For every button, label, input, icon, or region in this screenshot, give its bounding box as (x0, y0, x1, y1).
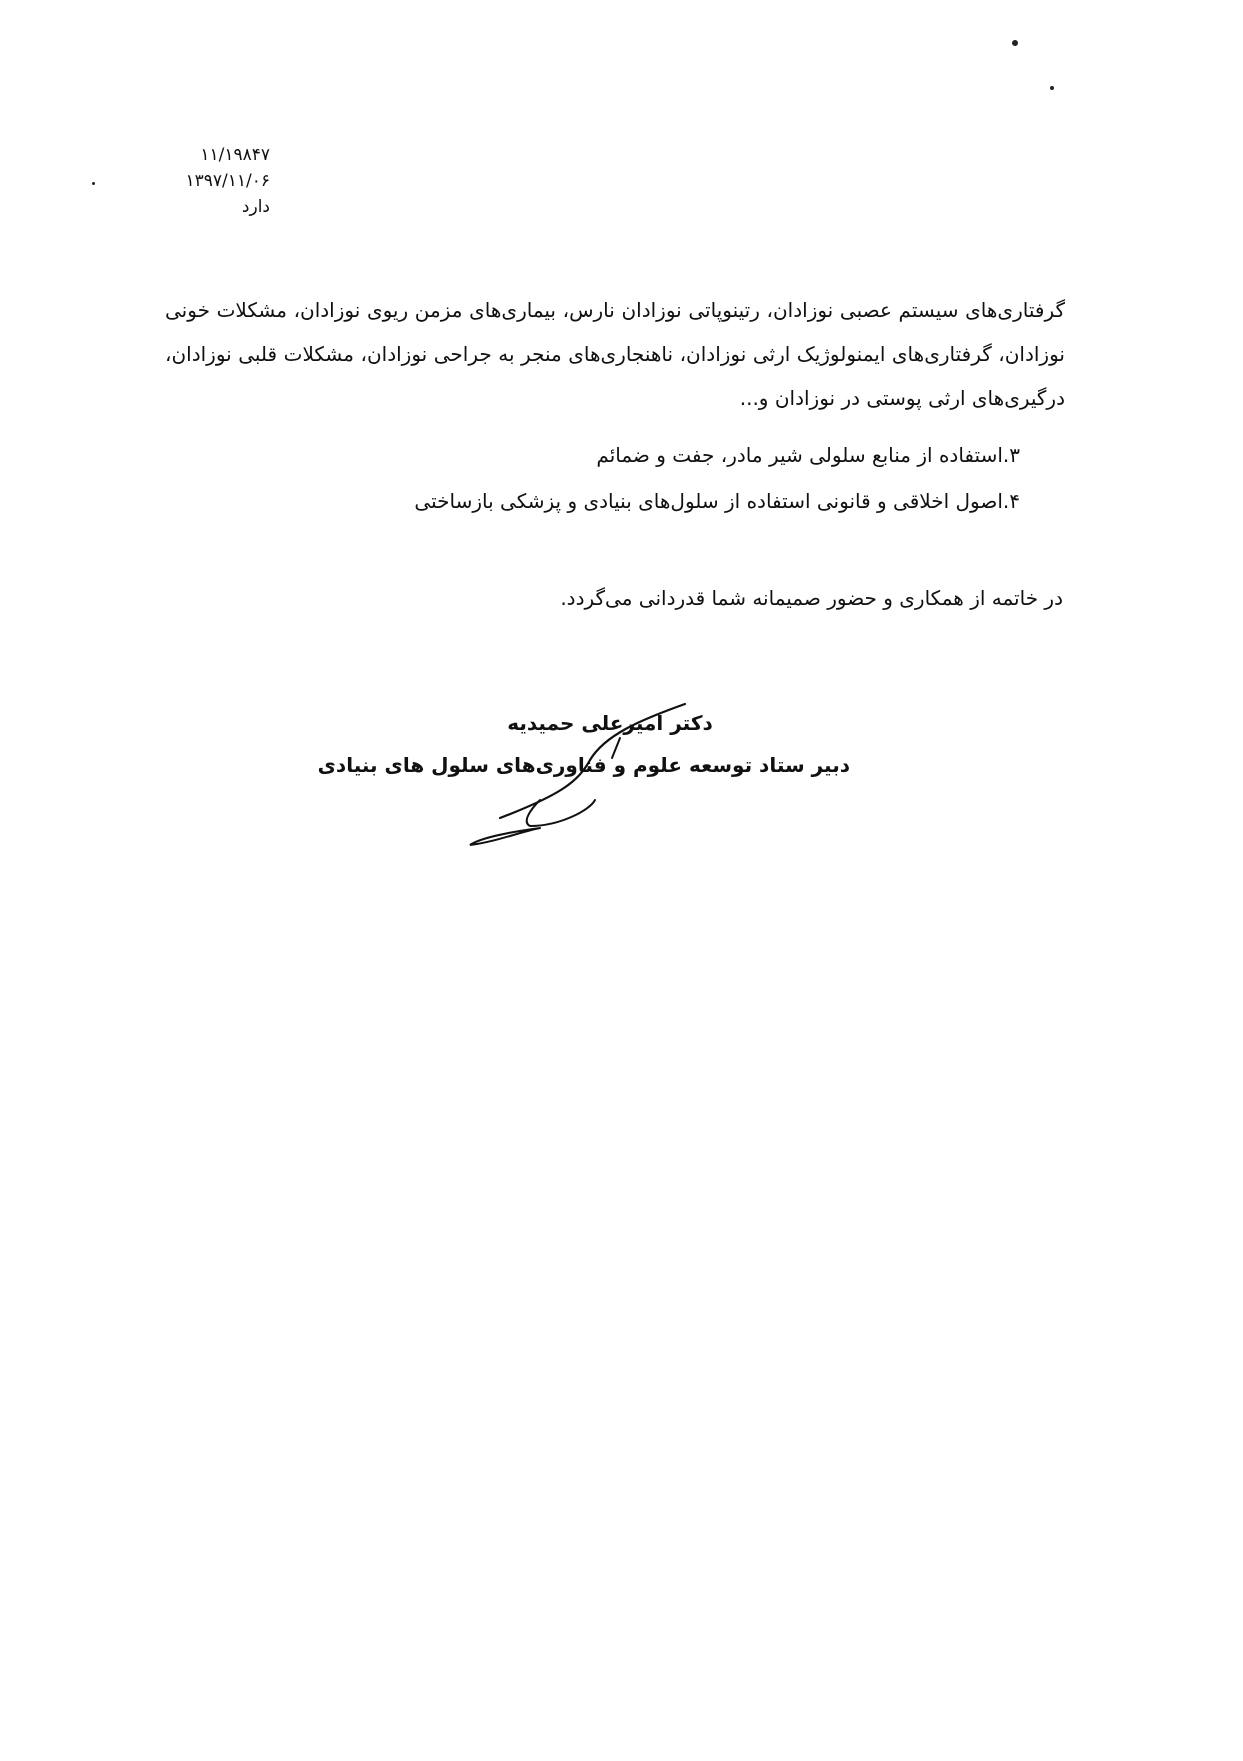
letter-number: ۱۱/۱۹۸۴۷ (200, 145, 270, 165)
scan-speck (92, 182, 95, 185)
body-paragraph: گرفتاری‌های سیستم عصبی نوزادان، رتینوپاتی نوزادان نارس، بیماری‌های مزمن ریوی نوزادان، مشکلات خونی نوزادان، گرفتاری‌های ایمنولوژیک ارثی نوزادان، ناهنجاری‌های منجر به جراحی نوزادان، مشکلات قلبی نوزادان، درگیری‌های ارثی پوستی در نوزادان و... (165, 298, 1065, 410)
closing-line: در خاتمه از همکاری و حضور صمیمانه شما قدردانی می‌گردد. (560, 586, 1063, 610)
signer-name: دکتر امیرعلی حمیدیه (507, 711, 713, 735)
letter-date: ۱۳۹۷/۱۱/۰۶ (185, 171, 270, 191)
letter-body (165, 288, 1065, 420)
handwritten-signature (440, 700, 780, 850)
list-item: ۴.اصول اخلاقی و قانونی استفاده از سلول‌های بنیادی و پزشکی بازساختی (414, 489, 1020, 513)
signer-title: دبیر ستاد توسعه علوم و فناوری‌های سلول های بنیادی (317, 753, 850, 777)
reference-block (150, 142, 270, 220)
scan-speck (1012, 40, 1018, 46)
list-item: ۳.استفاده از منابع سلولی شیر مادر، جفت و ضمائم (596, 443, 1020, 467)
topic-list (300, 432, 1020, 524)
scan-speck (1050, 86, 1054, 90)
letter-attachment: دارد (241, 197, 270, 217)
